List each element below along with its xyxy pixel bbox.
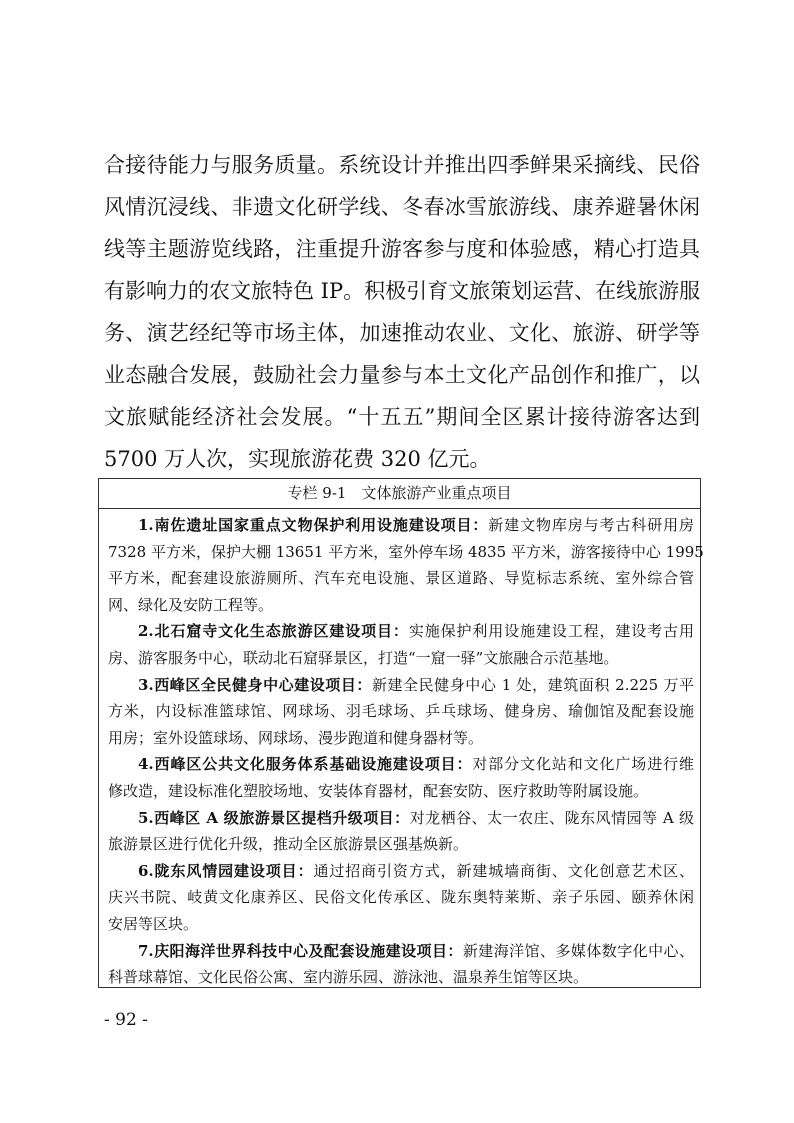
project-title: 4.西峰区公共文化服务体系基础设施建设项目：: [138, 755, 473, 774]
project-item: [108, 512, 694, 539]
project-description-line: 旅游景区进行优化升级，推动全区旅游景区强基焕新。: [108, 835, 469, 854]
body-line: 5700 万人次，实现旅游花费 320 亿元。: [104, 447, 491, 471]
project-item: [108, 618, 694, 645]
page-number: - 92 -: [104, 1010, 148, 1030]
project-description-line: 7328 平方米，保护大棚 13651 平方米，室外停车场 4835 平方米，游客接待中心 1995: [108, 542, 704, 561]
project-item: [108, 751, 694, 778]
feature-box: [98, 478, 704, 988]
project-item: [108, 672, 694, 699]
project-title: 6.陇东风情园建设项目：: [138, 861, 314, 880]
project-title: 2.北石窟寺文化生态旅游区建设项目：: [138, 622, 409, 641]
project-title: 7.庆阳海洋世界科技中心及配套设施建设项目：: [138, 941, 463, 960]
project-title: 5.西峰区 A 级旅游景区提档升级项目：: [138, 808, 410, 827]
body-line: 有影响力的农文旅特色 IP。积极引育文旅策划运营、在线旅游服: [104, 279, 701, 303]
project-item: [108, 805, 694, 832]
project-description: 新建全民健身中心 1 处，建筑面积 2.225 万平: [371, 675, 694, 694]
project-description-line: 网、绿化及安防工程等。: [108, 595, 274, 614]
project-item: [108, 858, 694, 885]
body-line: 线等主题游览线路，注重提升游客参与度和体验感，精心打造具: [104, 237, 700, 261]
box-body: [99, 509, 704, 991]
body-line: 业态融合发展，鼓励社会力量参与本土文化产品创作和推广，以: [104, 363, 700, 387]
project-description: 对部分文化站和文化广场进行维: [472, 755, 694, 774]
project-description: 实施保护利用设施建设工程，建设考古用: [408, 622, 694, 641]
project-description-line: 用房；室外设篮球场、网球场、漫步跑道和健身器材等。: [108, 728, 484, 747]
box-title: 专栏 9-1 文体旅游产业重点项目: [99, 479, 700, 509]
project-title: 1.南佐遗址国家重点文物保护利用设施建设项目：: [138, 516, 489, 534]
project-description-line: 平方米，配套建设旅游厕所、汽车充电设施、景区道路、导览标志系统、室外综合管: [108, 569, 694, 588]
project-description-line: 科普球幕馆、文化民俗公寓、室内游乐园、游泳池、温泉养生馆等区块。: [108, 968, 589, 987]
body-line: 文旅赋能经济社会发展。“十五五”期间全区累计接待游客达到: [104, 405, 700, 429]
body-line: 务、演艺经纪等市场主体，加速推动农业、文化、旅游、研学等: [104, 321, 700, 345]
body-line: 风情沉浸线、非遗文化研学线、冬春冰雪旅游线、康养避暑休闲: [104, 195, 700, 219]
project-description-line: 安居等区块。: [108, 914, 199, 933]
project-description: 新建文物库房与考古科研用房: [488, 516, 694, 534]
project-description-line: 房、游客服务中心，联动北石窟驿景区，打造“一窟一驿”文旅融合示范基地。: [108, 648, 619, 667]
project-description: 通过招商引资方式，新建城墙商街、文化创意艺术区、: [313, 861, 694, 880]
project-description: 新建海洋馆、多媒体数字化中心、: [462, 941, 694, 960]
project-description-line: 庆兴书院、岐黄文化康养区、民俗文化传承区、陇东奥特莱斯、亲子乐园、颐养休闲: [108, 888, 694, 907]
project-title: 3.西峰区全民健身中心建设项目：: [138, 675, 372, 694]
project-description-line: 修改造，建设标准化塑胶场地、安装体育器材，配套安防、医疗救助等附属设施。: [108, 781, 649, 800]
project-description: 对龙栖谷、太一农庄、陇东风情园等 A 级: [409, 808, 694, 827]
body-paragraph: [104, 144, 700, 480]
project-description-line: 方米，内设标准篮球馆、网球场、羽毛球场、乒乓球场、健身房、瑜伽馆及配套设施: [108, 702, 694, 721]
project-item: [108, 938, 694, 965]
body-line: 合接待能力与服务质量。系统设计并推出四季鲜果采摘线、民俗: [104, 153, 700, 177]
